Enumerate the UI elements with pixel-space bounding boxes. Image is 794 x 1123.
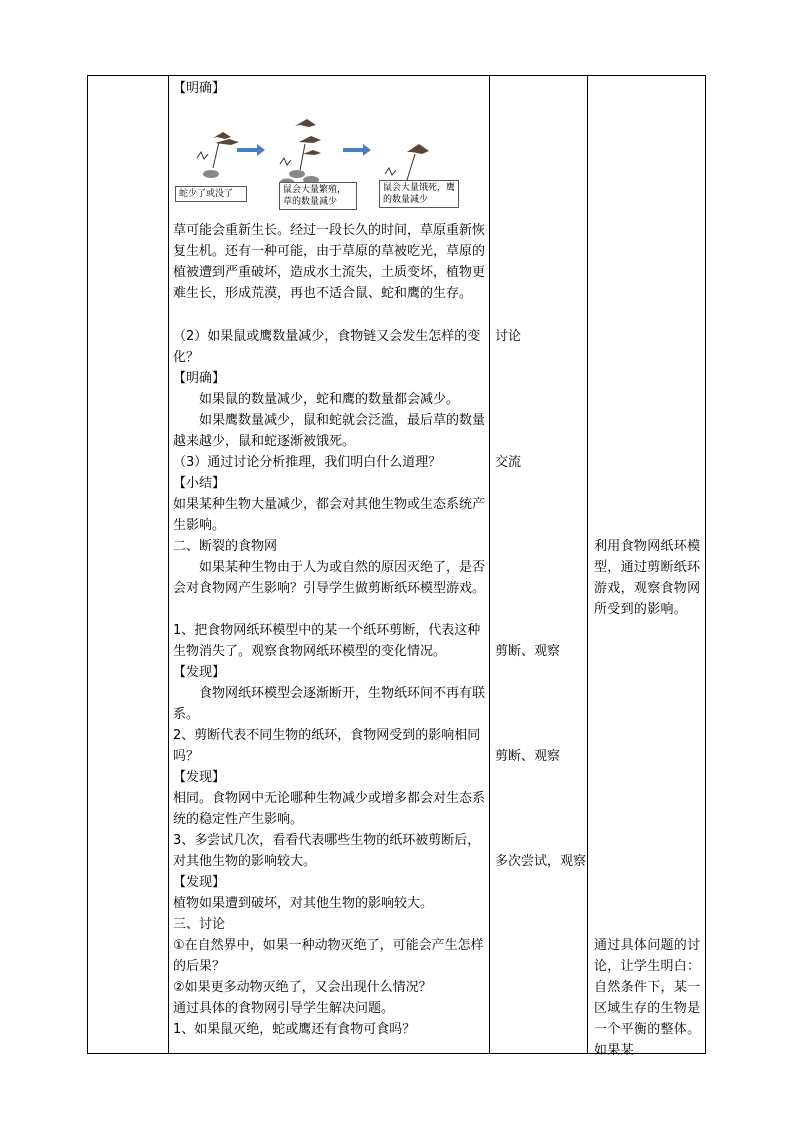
step-4: 1、如果鼠灭绝，蛇或鹰还有食物可食吗？ [173, 1022, 416, 1037]
label-mingque-2: 【明确】 [173, 371, 226, 386]
mouse-icon [203, 170, 219, 178]
arrow-right-icon [343, 144, 371, 156]
step-3: 3、多尝试几次，看看代表哪些生物的纸环被剪断后，对其他生物的影响较大。 [173, 833, 481, 869]
step-2: 2、剪断代表不同生物的纸环，食物网受到的影响相同吗？ [173, 728, 481, 764]
activity-cut-observe-2: 剪断、观察 [495, 749, 561, 764]
para-mouse-decrease: 如果鼠的数量减少，蛇和鹰的数量都会减少。 [199, 392, 460, 407]
intent-paper-ring: 利用食物网纸环模型，通过剪断纸环游戏，观察食物网所受到的影响。 [594, 539, 701, 617]
heading-broken-food-web: 二、断裂的食物网 [173, 539, 278, 554]
para-discovery-2: 相同。食物网中无论哪种生物减少或增多都会对生态系统的稳定性产生影响。 [173, 791, 486, 827]
food-chain-figure [175, 108, 465, 218]
activity-discuss: 讨论 [495, 329, 522, 344]
question-3: （3）通过讨论分析推理，我们明白什么道理？ [173, 455, 442, 470]
discussion-question-1: ①在自然界中，如果一种动物灭绝了，可能会产生怎样的后果？ [173, 938, 484, 974]
mouse-icon [289, 170, 305, 178]
question-2: （2）如果鼠或鹰数量减少，食物链又会发生怎样的变化？ [173, 329, 481, 365]
activity-try-observe: 多次尝试，观察 [495, 854, 587, 869]
para-summary: 如果某种生物大量减少，都会对其他生物或生态系统产生影响。 [173, 497, 486, 533]
label-discovery-2: 【发现】 [173, 770, 226, 785]
lesson-table [87, 75, 706, 1058]
discussion-question-2: ②如果更多动物灭绝了，又会出现什么情况？ [173, 980, 432, 995]
para-grass-regrow: 草可能会重新生长。经过一段长久的时间，草原重新恢复生机。还有一种可能，由于草原的草被吃光，草原的植被遭到严重破坏，造成水土流失，土质变坏，植物更难生长，形成荒漠，再也不适合鼠、蛇和鹰的生存。 [173, 223, 486, 301]
grass-icon [385, 168, 396, 175]
caption-mouse-starve: 鼠会大量饿死，鹰的数量减少 [379, 180, 459, 208]
label-discovery-3: 【发现】 [173, 875, 226, 890]
label-mingque-1: 【明确】 [173, 81, 226, 96]
label-discovery-1: 【发现】 [173, 665, 226, 680]
col-divider-3 [587, 76, 588, 1053]
eagle-icon [407, 144, 429, 154]
para-discovery-1: 食物网纸环模型会逐渐断开，生物纸环间不再有联系。 [173, 686, 486, 722]
eagle-icon [213, 132, 239, 145]
heading-discussion: 三、讨论 [173, 917, 226, 932]
eagle-icon [295, 119, 321, 155]
caption-snake: 蛇少了或没了 [175, 186, 247, 202]
intent-discussion: 通过具体问题的讨论，让学生明白：自然条件下，某一区域生存的生物是一个平衡的整体。如果某 [594, 938, 701, 1058]
para-guide: 通过具体的食物网引导学生解决问题。 [173, 1001, 395, 1016]
grass-icon [280, 158, 291, 165]
caption-mouse-breed: 鼠会大量繁殖，草的数量减少 [279, 182, 357, 210]
step-1: 1、把食物网纸环模型中的某一个纸环剪断，代表这种生物消失了。观察食物网纸环模型的变化情况。 [173, 623, 481, 659]
activity-exchange: 交流 [495, 455, 522, 470]
para-eagle-decrease: 如果鹰数量减少，鼠和蛇就会泛滥，最后草的数量越来越少，鼠和蛇逐渐被饿死。 [173, 413, 486, 449]
grass-icon [197, 152, 208, 159]
arrow-right-icon [237, 144, 265, 156]
col-divider-1 [168, 76, 169, 1053]
label-summary: 【小结】 [173, 476, 226, 491]
para-discovery-3: 植物如果遭到破坏，对其他生物的影响较大。 [173, 896, 434, 911]
para-food-web-intro: 如果某种生物由于人为或自然的原因灭绝了，是否会对食物网产生影响？引导学生做剪断纸环模型游戏。 [173, 560, 486, 596]
activity-cut-observe-1: 剪断、观察 [495, 644, 561, 659]
